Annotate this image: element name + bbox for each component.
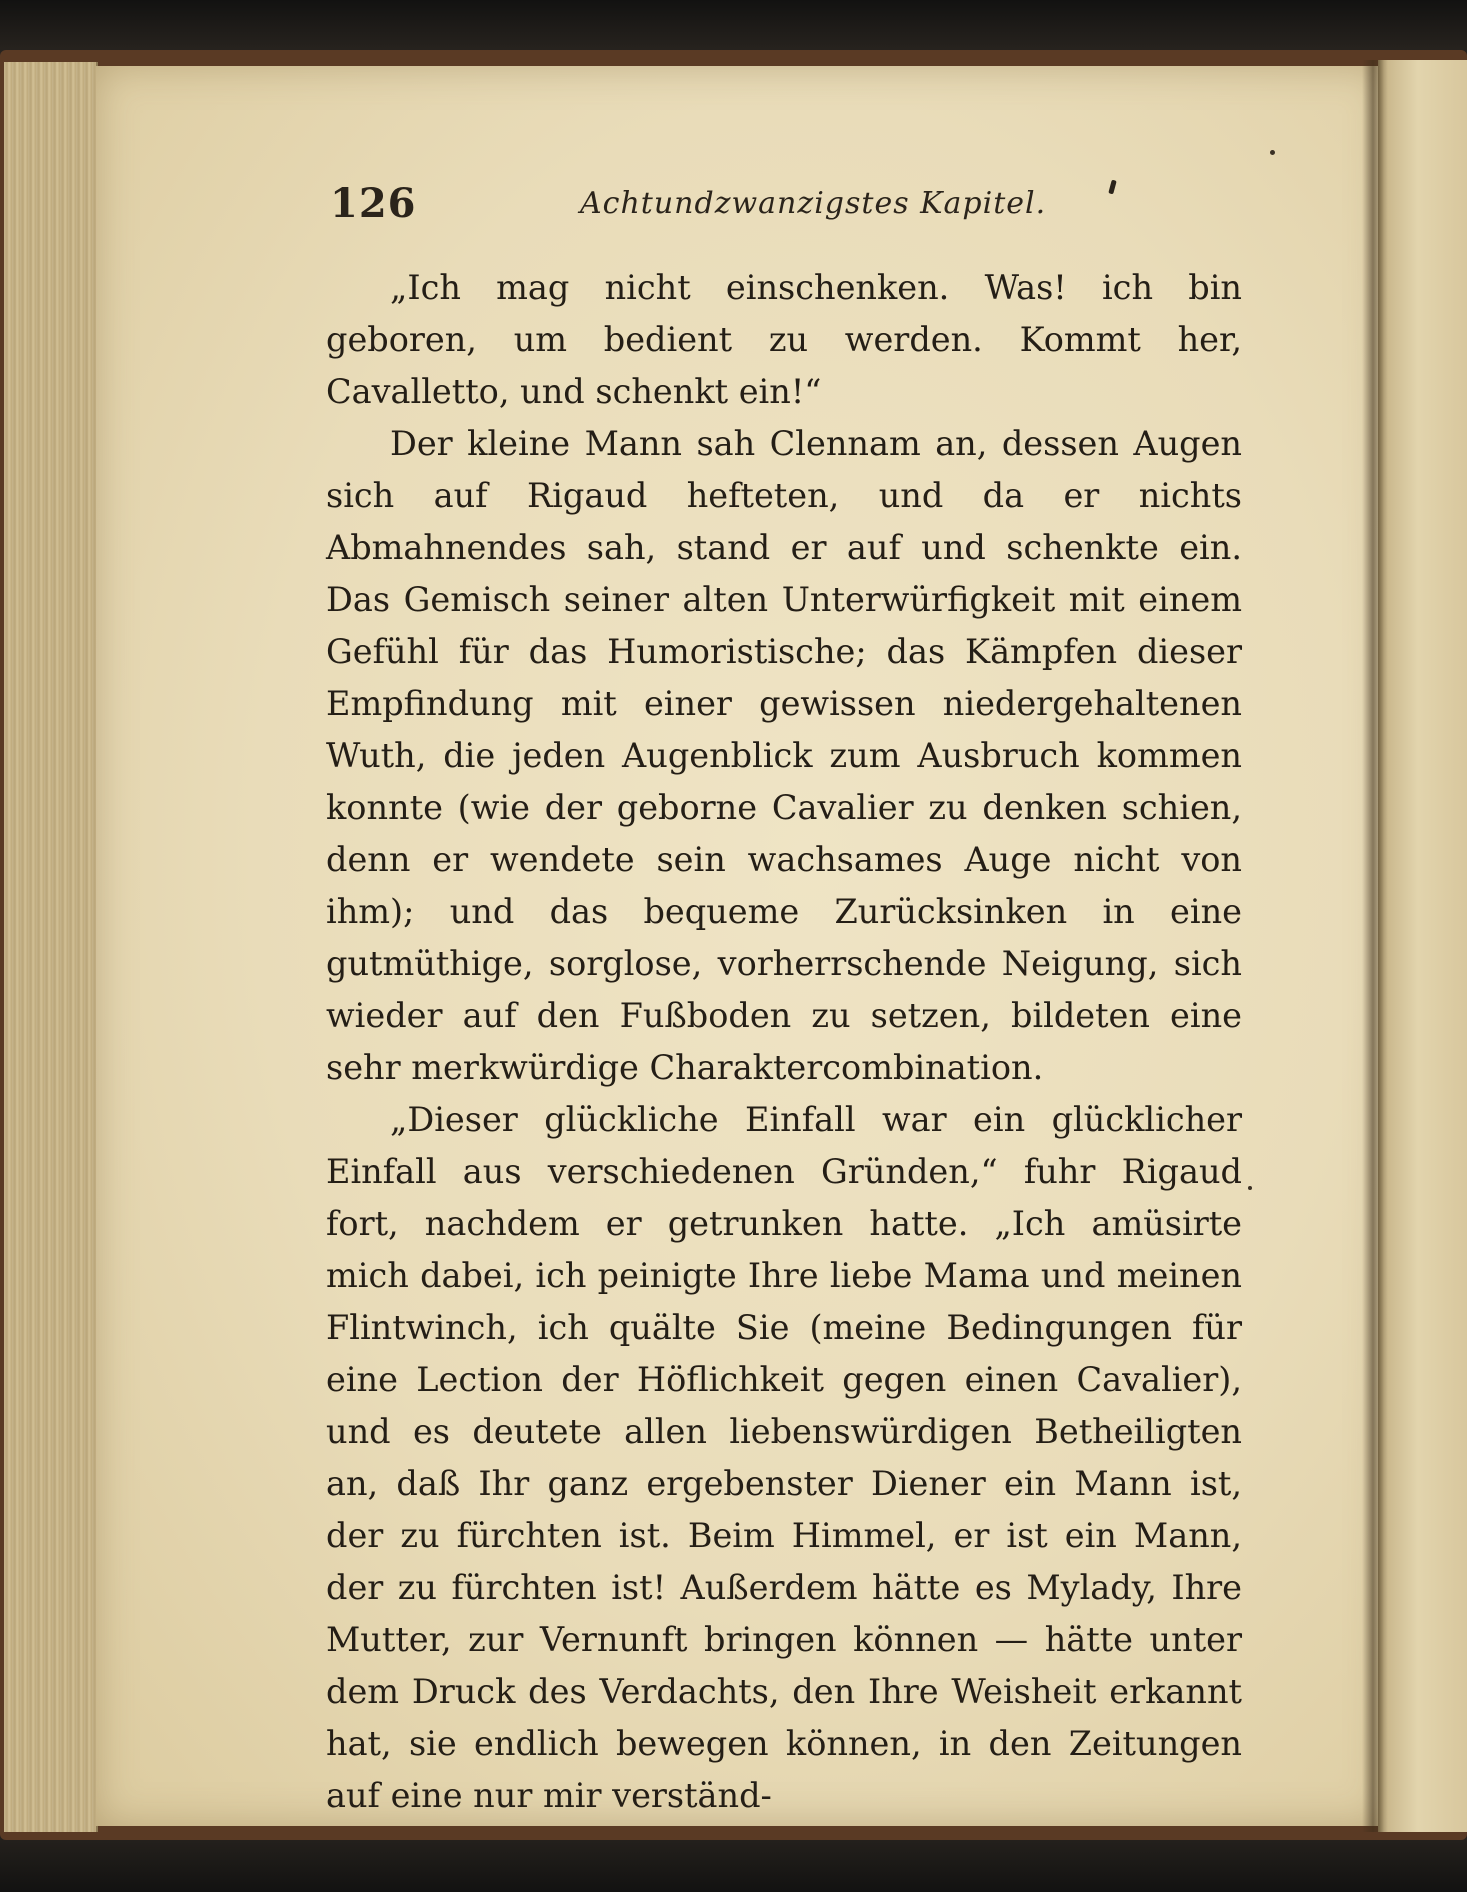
page-stack bbox=[4, 62, 98, 1832]
page-header bbox=[330, 180, 1210, 240]
running-head: Achtundzwanzigstes Kapitel. bbox=[580, 186, 1047, 221]
body-text bbox=[326, 262, 1242, 1822]
paper-speck bbox=[1248, 1186, 1252, 1190]
paragraph: Der kleine Mann sah Clennam an, dessen Augen sich auf Rigaud hefteten, und da er nichts Abmahnendes sah, stand er auf und schenkte ein. Das Gemisch seiner alten Unterwürfigkeit mit einem Gefühl für das Humoristische; das Kämpfen dieser Empfindung mit einer gewissen niedergehaltenen Wuth, die jeden Augenblick zum Ausbruch kommen konnte (wie der geborne Cavalier zu denken schien, denn er wendete sein wachsames Auge nicht von ihm); und das bequeme Zurücksinken in eine gutmüthige, sorglose, vorherrschende Neigung, sich wieder auf den Fußboden zu setzen, bildeten eine sehr merkwürdige Charaktercombination. bbox=[326, 424, 1242, 1087]
facing-page-edge bbox=[1378, 60, 1467, 1832]
paper-speck bbox=[1270, 150, 1275, 155]
page-gutter bbox=[1362, 60, 1384, 1832]
page-number: 126 bbox=[330, 180, 417, 227]
paragraph: „Ich mag nicht einschenken. Was! ich bin geboren, um bedient zu werden. Kommt her, Cavalletto, und schenkt ein!“ bbox=[326, 268, 1242, 411]
paragraph: „Dieser glückliche Einfall war ein glücklicher Einfall aus verschiedenen Gründen,“ fuhr Rigaud fort, nachdem er getrunken hatte. „Ich amüsirte mich dabei, ich peinigte Ihre liebe Mama und meinen Flintwinch, ich quälte Sie (meine Bedingungen für eine Lection der Höflichkeit gegen einen Cavalier), und es deutete allen liebenswürdigen Betheiligten an, daß Ihr ganz ergebenster Diener ein Mann ist, der zu fürchten ist. Beim Himmel, er ist ein Mann, der zu fürchten ist! Außerdem hätte es Mylady, Ihre Mutter, zur Vernunft bringen können — hätte unter dem Druck des Verdachts, den Ihre Weisheit erkannt hat, sie endlich bewegen können, in den Zeitungen auf eine nur mir verständ- bbox=[326, 1100, 1242, 1815]
